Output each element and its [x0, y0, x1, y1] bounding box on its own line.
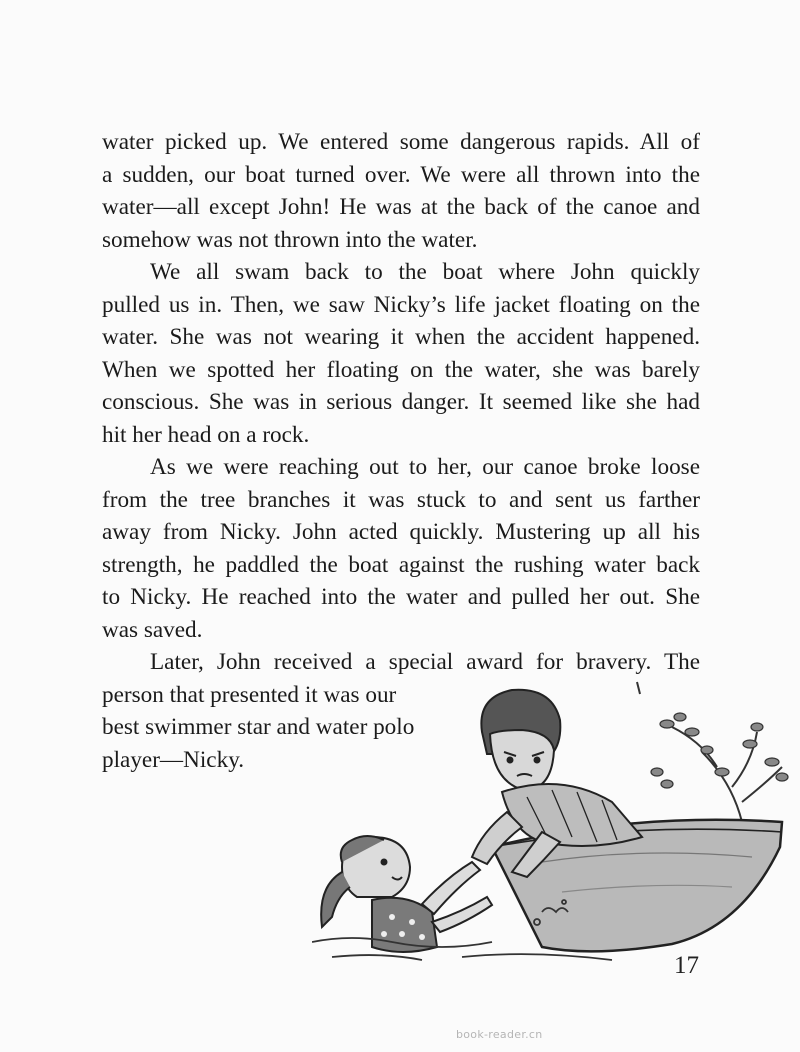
text-line: was saved. — [102, 616, 203, 643]
text-line: water. She was not wearing it when the accident happened. — [102, 324, 700, 350]
text-line: When we spotted her floating on the water, she was barely — [102, 356, 700, 383]
text-line: Later, John received a special award for bravery. The — [150, 649, 700, 675]
text-line: away from Nicky. John acted quickly. Mustering up all his — [102, 519, 700, 545]
text-line: from the tree branches it was stuck to and sent us farther — [102, 486, 700, 513]
text-line: water picked up. We entered some dangerous rapids. All of — [102, 129, 700, 155]
text-line: We all swam back to the boat where John quickly — [150, 259, 700, 285]
text-line: strength, he paddled the boat against the rushing water back — [102, 551, 700, 578]
text-line: water—all except John! He was at the back of the canoe and — [102, 194, 700, 220]
text-line: player—Nicky. — [102, 746, 245, 773]
text-line: hit her head on a rock. — [102, 421, 310, 448]
paragraph-3 — [102, 451, 700, 646]
text-line: As we were reaching out to her, our canoe broke loose — [150, 454, 700, 480]
text-line: person that presented it was our — [102, 681, 397, 708]
text-line: somehow was not thrown into the water. — [102, 226, 478, 253]
text-line: conscious. She was in serious danger. It seemed like she had — [102, 389, 700, 415]
rescue-illustration — [312, 672, 790, 972]
watermark-text: book-reader.cn — [456, 1028, 543, 1041]
paragraph-1 — [102, 126, 700, 256]
page-number: 17 — [674, 952, 699, 979]
tree-illustration — [637, 682, 788, 822]
text-line: best swimmer star and water polo — [102, 714, 415, 740]
text-line: a sudden, our boat turned over. We were all thrown into the — [102, 161, 700, 188]
paragraph-2 — [102, 256, 700, 451]
text-line: pulled us in. Then, we saw Nicky’s life jacket floating on the — [102, 291, 700, 318]
girl-illustration — [321, 836, 492, 952]
text-line: to Nicky. He reached into the water and pulled her out. She — [102, 584, 700, 610]
